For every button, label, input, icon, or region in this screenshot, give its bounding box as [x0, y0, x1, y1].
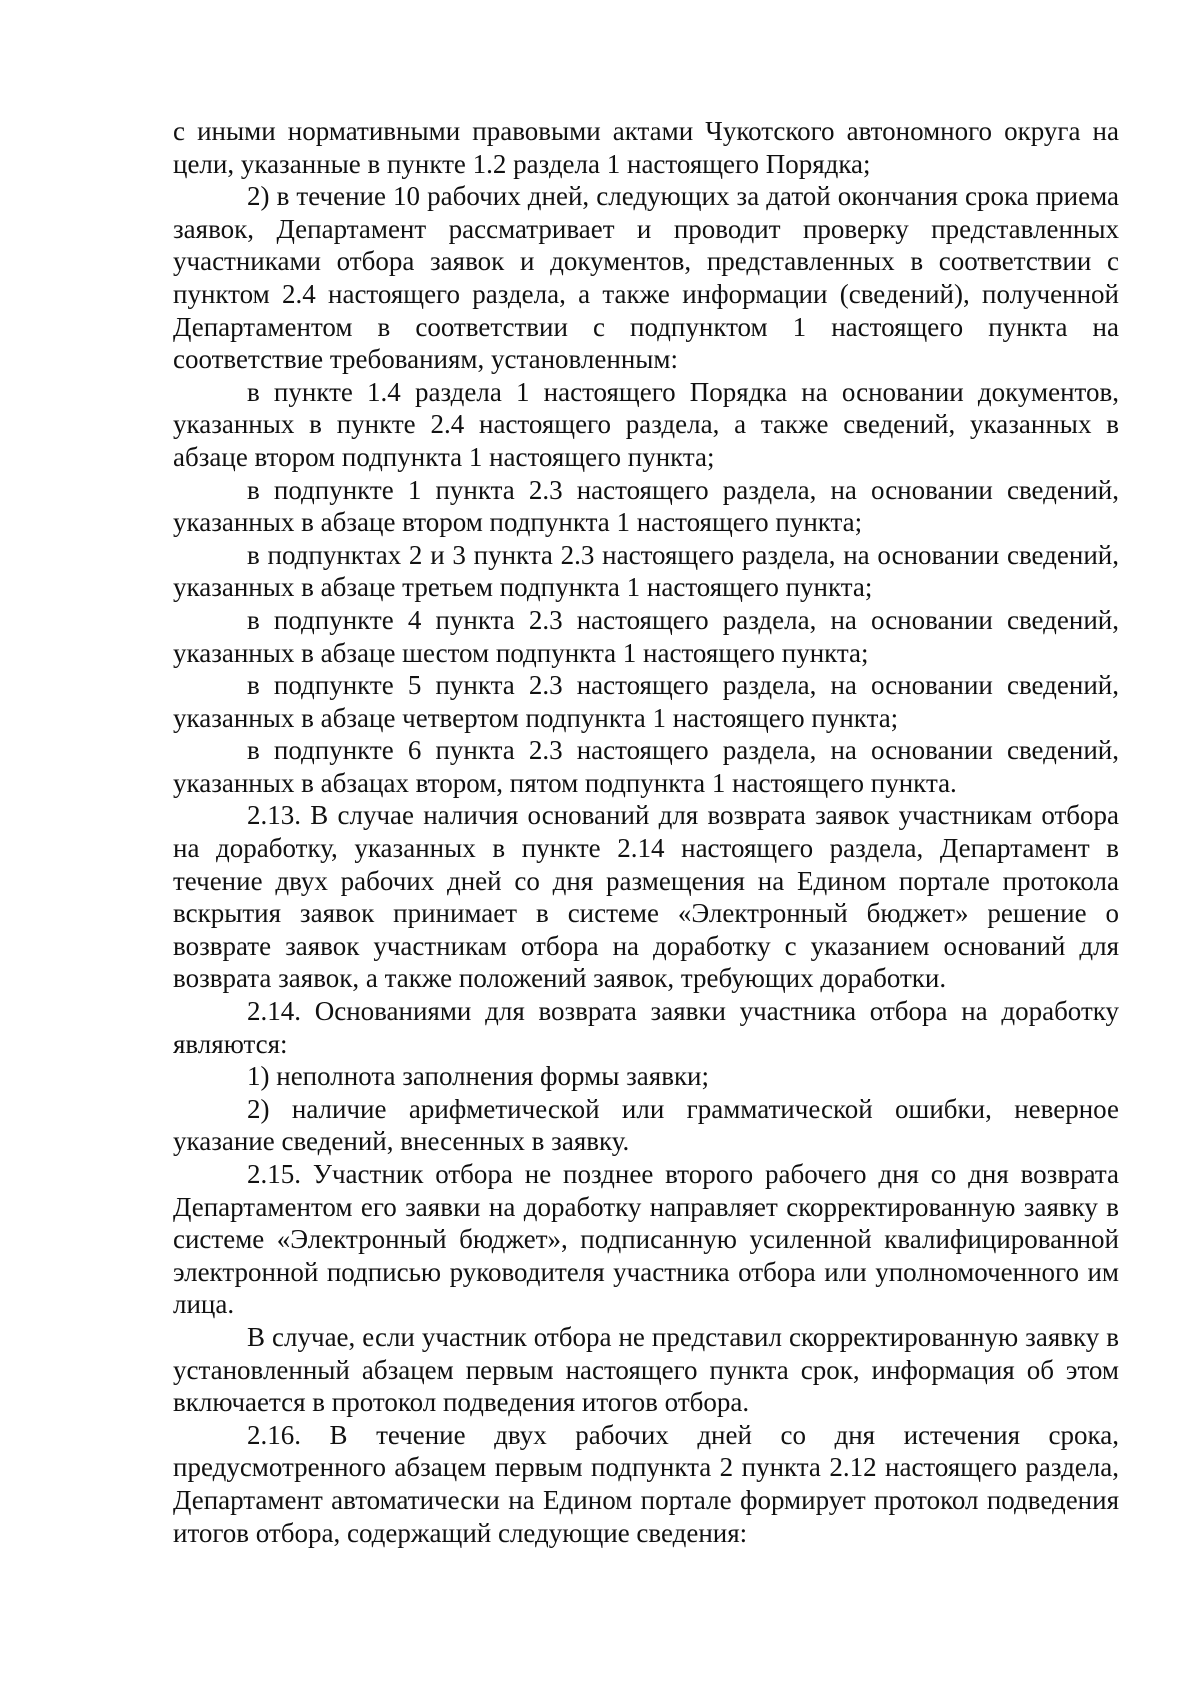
paragraph-2: 2) в течение 10 рабочих дней, следующих за датой окончания срока приема заявок, Департамент рассматривает и проводит проверку представленных участниками отбора заявок и документов, представленных в соответствии с пунктом 2.4 настоящего раздела, а также информации (сведений), полученной Департаментом в соответствии с подпунктом 1 настоящего пункта на соответствие требованиям, установленным: — [173, 181, 1119, 375]
document-body — [173, 115, 1119, 1549]
paragraph-6: в подпункте 4 пункта 2.3 настоящего раздела, на основании сведений, указанных в абзаце шестом подпункта 1 настоящего пункта; — [173, 604, 1119, 668]
paragraph-13: 2.15. Участник отбора не позднее второго рабочего дня со дня возврата Департаментом его заявки на доработку направляет скорректированную заявку в системе «Электронный бюджет», подписанную усиленной квалифицированной электронной подписью руководителя участника отбора или уполномоченного им лица. — [173, 1159, 1119, 1320]
paragraph-5: в подпунктах 2 и 3 пункта 2.3 настоящего раздела, на основании сведений, указанных в абзаце третьем подпункта 1 настоящего пункта; — [173, 539, 1119, 603]
paragraph-12: 2) наличие арифметической или грамматической ошибки, неверное указание сведений, внесенных в заявку. — [173, 1093, 1119, 1157]
paragraph-15: 2.16. В течение двух рабочих дней со дня истечения срока, предусмотренного абзацем первым подпункта 2 пункта 2.12 настоящего раздела, Департамент автоматически на Едином портале формирует протокол подведения итогов отбора, содержащий следующие сведения: — [173, 1419, 1119, 1548]
paragraph-1: с иными нормативными правовыми актами Чукотского автономного округа на цели, указанные в пункте 1.2 раздела 1 настоящего Порядка; — [173, 116, 1119, 179]
paragraph-11: 1) неполнота заполнения формы заявки; — [247, 1061, 710, 1092]
paragraph-7: в подпункте 5 пункта 2.3 настоящего раздела, на основании сведений, указанных в абзаце четвертом подпункта 1 настоящего пункта; — [173, 670, 1119, 733]
paragraph-10: 2.14. Основаниями для возврата заявки участника отбора на доработку являются: — [173, 996, 1119, 1059]
paragraph-9: 2.13. В случае наличия оснований для возврата заявок участникам отбора на доработку, указанных в пункте 2.14 настоящего раздела, Департамент в течение двух рабочих дней со дня размещения на Едином портале протокола вскрытия заявок принимает в системе «Электронный бюджет» решение о возврате заявок участникам отбора на доработку с указанием оснований для возврата заявок, а также положений заявок, требующих доработки. — [173, 800, 1119, 994]
paragraph-14: В случае, если участник отбора не представил скорректированную заявку в установленный абзацем первым настоящего пункта срок, информация об этом включается в протокол подведения итогов отбора. — [173, 1321, 1119, 1418]
paragraph-8: в подпункте 6 пункта 2.3 настоящего раздела, на основании сведений, указанных в абзацах втором, пятом подпункта 1 настоящего пункта. — [173, 735, 1119, 798]
paragraph-4: в подпункте 1 пункта 2.3 настоящего раздела, на основании сведений, указанных в абзаце втором подпункта 1 настоящего пункта; — [173, 474, 1119, 538]
paragraph-3: в пункте 1.4 раздела 1 настоящего Порядка на основании документов, указанных в пункте 2.4 настоящего раздела, а также сведений, указанных в абзаце втором подпункта 1 настоящего пункта; — [173, 376, 1119, 472]
